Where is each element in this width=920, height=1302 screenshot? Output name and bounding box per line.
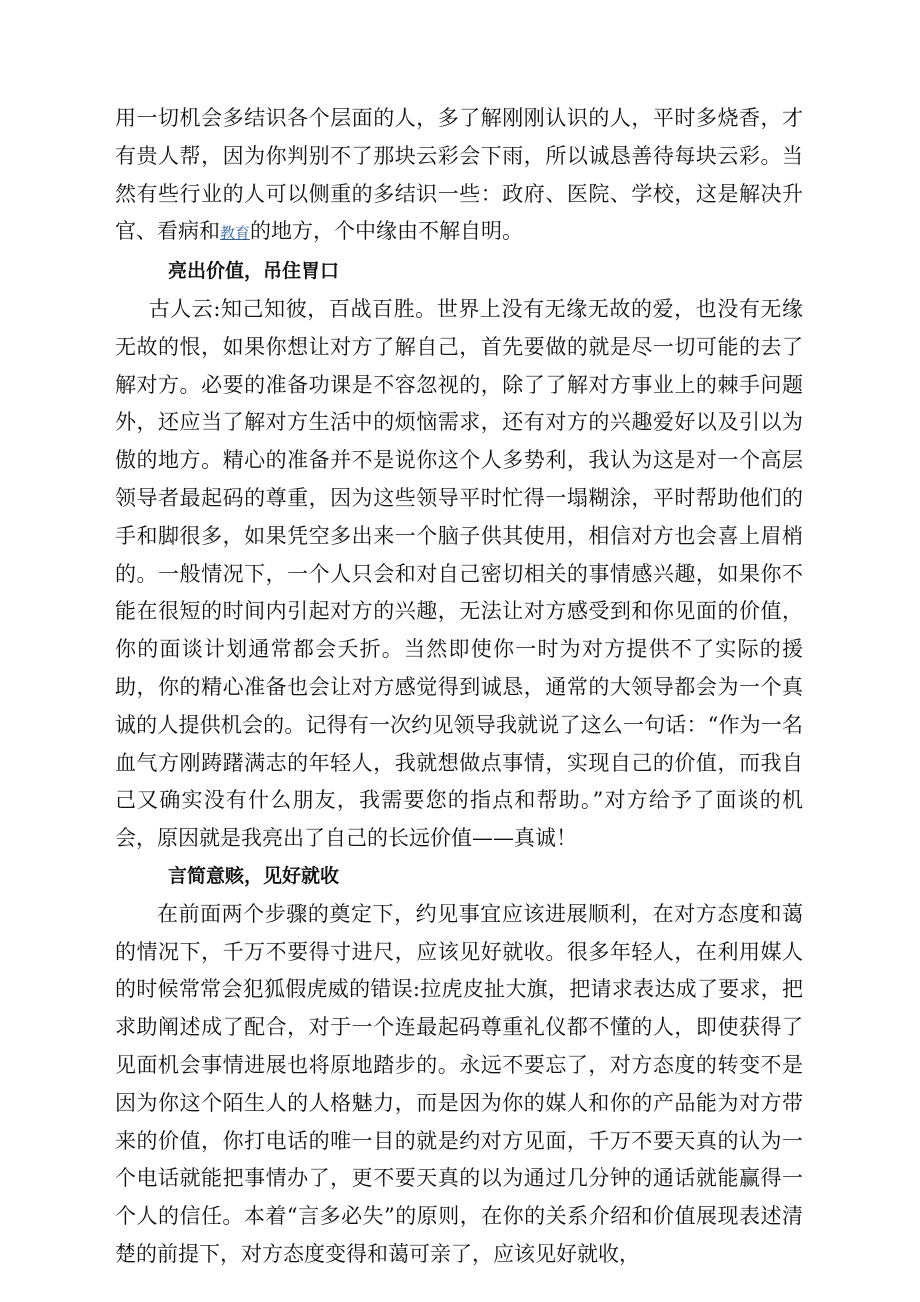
paragraph-1-text-end: 的地方，个中缘由不解自明。 [250,219,524,244]
paragraph-1 [115,100,803,253]
section-heading-concise: 言简意赅，见好就收 [168,864,340,887]
paragraph-2: 古人云:知己知彼，百战百胜。世界上没有无缘无故的爱，也没有无缘无故的恨，如果你想让对方了解自己，首先要做的就是尽一切可能的去了解对方。必要的准备功课是不容忽视的，除了了解对方事业上的棘手问题外，还应当了解对方生活中的烦恼需求，还有对方的兴趣爱好以及引以为傲的地方。精心的准备并不是说你这个人多势利，我认为这是对一个高层领导者最起码的尊重，因为这些领导平时忙得一塌糊涂，平时帮助他们的手和脚很多，如果凭空多出来一个脑子供其使用，相信对方也会喜上眉梢的。一般情况下，一个人只会和对自己密切相关的事情感兴趣，如果你不能在很短的时间内引起对方的兴趣，无法让对方感受到和你见面的价值，你的面谈计划通常都会夭折。当然即使你一时为对方提供不了实际的援助，你的精心准备也会让对方感觉得到诚恳，通常的大领导都会为一个真诚的人提供机会的。记得有一次约见领导我就说了这么一句话：“作为一名血气方刚踌躇满志的年轻人，我就想做点事情，实现自己的价值，而我自己又确实没有什么朋友，我需要您的指点和帮助。”对方给予了面谈的机会，原因就是我亮出了自己的长远价值——真诚！ [115,296,803,851]
section-heading-show-value: 亮出价值，吊住胃口 [168,260,340,283]
paragraph-3: 在前面两个步骤的奠定下，约见事宜应该进展顺利，在对方态度和蔼的情况下，千万不要得寸进尺，应该见好就收。很多年轻人，在利用媒人的时候常常会犯狐假虎威的错误:拉虎皮扯大旗，把请求表达成了要求，把求助阐述成了配合，对于一个连最起码尊重礼仪都不懂的人，即使获得了见面机会事情进展也将原地踏步的。永远不要忘了，对方态度的转变不是因为你这个陌生人的人格魅力，而是因为你的媒人和你的产品能为对方带来的价值，你打电话的唯一目的就是约对方见面，千万不要天真的认为一个电话就能把事情办了，更不要天真的以为通过几分钟的通话就能赢得一个人的信任。本着“言多必失”的原则，在你的关系介绍和价值展现表述清楚的前提下，对方态度变得和蔼可亲了，应该见好就收， [115,901,803,1266]
education-link[interactable]: 教育 [220,224,251,243]
paragraph-1-text-start: 用一切机会多结识各个层面的人，多了解刚刚认识的人，平时多烧香，才有贵人帮，因为你判别不了那块云彩会下雨，所以诚恳善待每块云彩。当然有些行业的人可以侧重的多结识一些：政府、医院、学校，这是解决升官、看病和 [115,106,803,244]
document-body [115,100,803,1274]
